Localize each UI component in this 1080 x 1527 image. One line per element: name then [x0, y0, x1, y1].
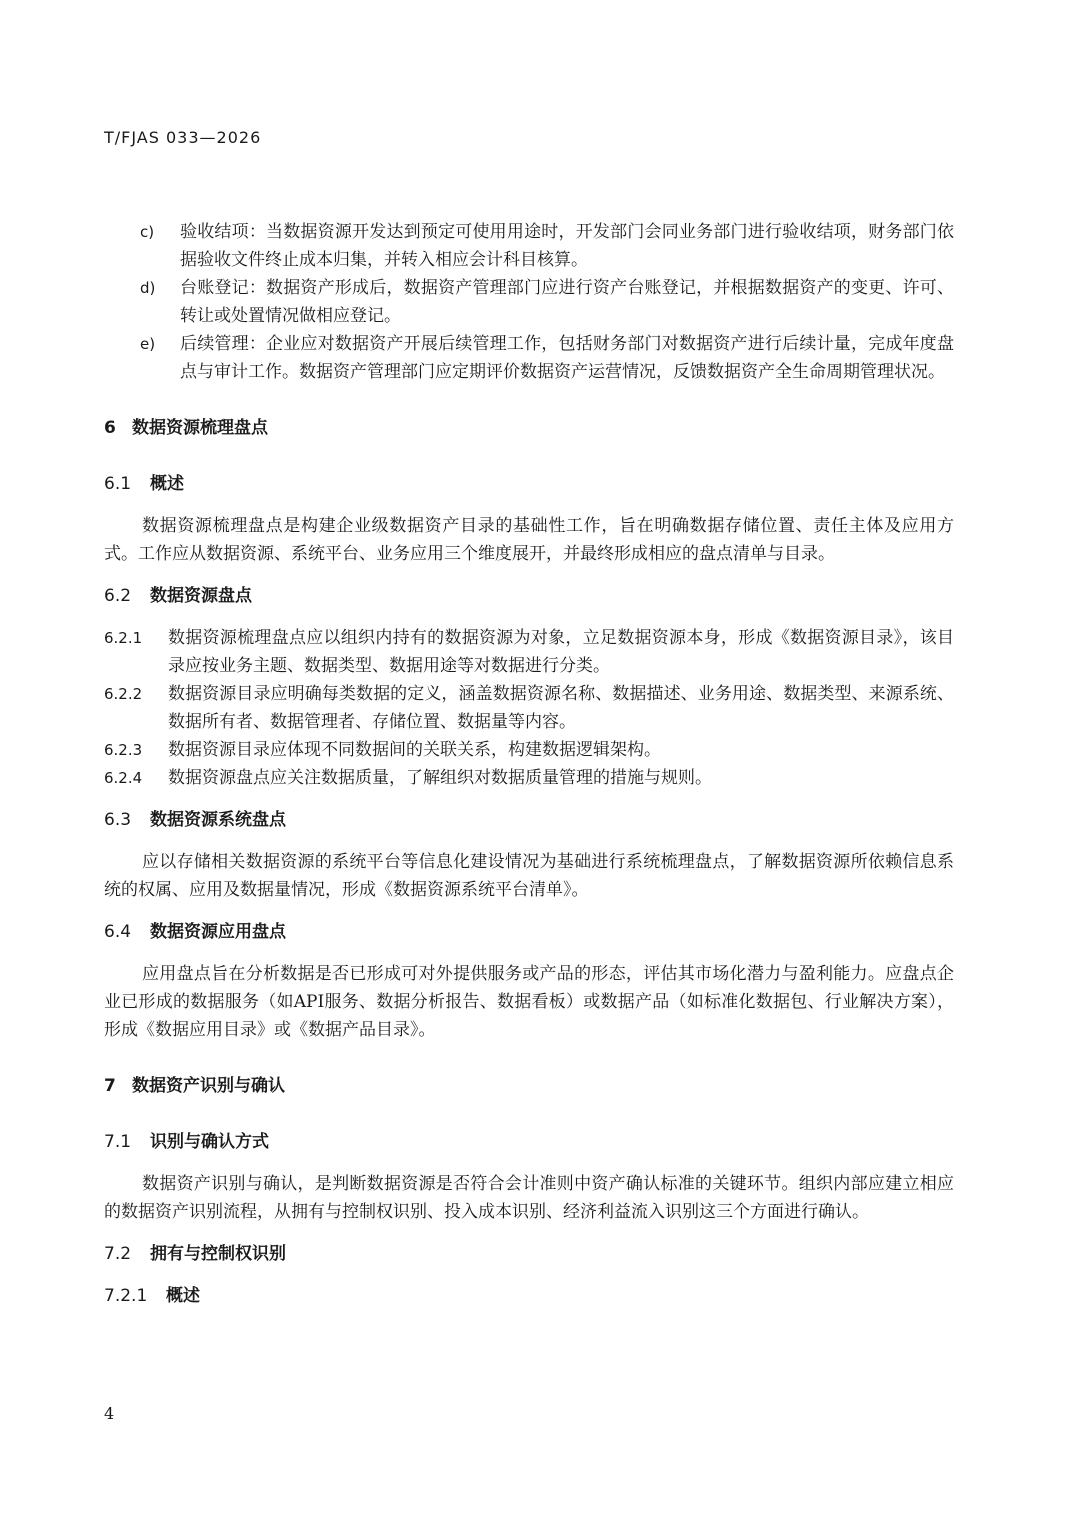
- list-marker: d): [140, 279, 156, 297]
- clause-number: 6.2.3: [104, 741, 143, 759]
- list-text: 台账登记：数据资产形成后，数据资产管理部门应进行资产台账登记，并根据数据资产的变更、许可、转让或处置情况做相应登记。: [180, 278, 954, 326]
- clause: [104, 680, 954, 736]
- section-title: 数据资产识别与确认: [132, 1076, 285, 1096]
- subsection-number: 7.2: [104, 1244, 132, 1264]
- subsection-number: 6.4: [104, 922, 132, 942]
- paragraph: 数据资源梳理盘点是构建企业级数据资产目录的基础性工作，旨在明确数据存储位置、责任主体及应用方式。工作应从数据资源、系统平台、业务应用三个维度展开，并最终形成相应的盘点清单与目录。: [104, 516, 954, 564]
- subsection-heading-7-1: [104, 1128, 954, 1156]
- subsection-number: 6.3: [104, 810, 132, 830]
- section-number: 7: [104, 1076, 116, 1096]
- clause: [104, 764, 954, 792]
- subsection-number: 7.2.1: [104, 1286, 148, 1306]
- clause: [104, 736, 954, 764]
- list-item: [104, 330, 954, 386]
- clause-number: 6.2.2: [104, 685, 143, 703]
- clause-number: 6.2.1: [104, 629, 143, 647]
- page-content: [104, 218, 954, 1310]
- page-number: 4: [104, 1404, 115, 1423]
- standard-code: T/FJAS 033—2026: [104, 128, 262, 147]
- subsection-title: 数据资源盘点: [150, 586, 252, 606]
- subsection-number: 6.2: [104, 586, 132, 606]
- subsection-heading-6-3: [104, 806, 954, 834]
- subsection-number: 7.1: [104, 1132, 132, 1152]
- subsection-heading-7-2: [104, 1240, 954, 1268]
- subsection-number: 6.1: [104, 474, 132, 494]
- subsection-title: 概述: [150, 474, 184, 494]
- clause-text: 数据资源梳理盘点应以组织内持有的数据资源为对象，立足数据资源本身，形成《数据资源目录》，该目录应按业务主题、数据类型、数据用途等对数据进行分类。: [168, 628, 954, 676]
- subsection-title: 拥有与控制权识别: [150, 1244, 286, 1264]
- list-item: [104, 218, 954, 274]
- list-marker: c): [140, 223, 155, 241]
- clause-number: 6.2.4: [104, 769, 143, 787]
- clause-text: 数据资源目录应明确每类数据的定义，涵盖数据资源名称、数据描述、业务用途、数据类型、来源系统、数据所有者、数据管理者、存储位置、数据量等内容。: [168, 684, 954, 732]
- paragraph: 数据资产识别与确认，是判断数据资源是否符合会计准则中资产确认标准的关键环节。组织内部应建立相应的数据资产识别流程，从拥有与控制权识别、投入成本识别、经济利益流入识别这三个方面进行确认。: [104, 1174, 954, 1222]
- list-text: 后续管理：企业应对数据资产开展后续管理工作，包括财务部门对数据资产进行后续计量，完成年度盘点与审计工作。数据资产管理部门应定期评价数据资产运营情况，反馈数据资产全生命周期管理状况。: [180, 334, 954, 382]
- subsection-heading-7-2-1: [104, 1282, 954, 1310]
- subsection-heading-6-2: [104, 582, 954, 610]
- list-item: [104, 274, 954, 330]
- clause-text: 数据资源目录应体现不同数据间的关联关系，构建数据逻辑架构。: [168, 740, 661, 760]
- subsection-title: 识别与确认方式: [150, 1132, 269, 1152]
- section-number: 6: [104, 418, 116, 438]
- section-heading-6: [104, 414, 954, 442]
- subsection-heading-6-1: [104, 470, 954, 498]
- clause: [104, 624, 954, 680]
- subsection-title: 概述: [166, 1286, 200, 1306]
- clause-text: 数据资源盘点应关注数据质量，了解组织对数据质量管理的措施与规则。: [168, 768, 712, 788]
- section-title: 数据资源梳理盘点: [132, 418, 268, 438]
- paragraph: 应用盘点旨在分析数据是否已形成可对外提供服务或产品的形态，评估其市场化潜力与盈利能力。应盘点企业已形成的数据服务（如API服务、数据分析报告、数据看板）或数据产品（如标准化数据包、行业解决方案），形成《数据应用目录》或《数据产品目录》。: [104, 964, 954, 1040]
- list-text: 验收结项：当数据资源开发达到预定可使用用途时，开发部门会同业务部门进行验收结项，财务部门依据验收文件终止成本归集，并转入相应会计科目核算。: [180, 222, 954, 270]
- subsection-title: 数据资源应用盘点: [150, 922, 286, 942]
- subsection-title: 数据资源系统盘点: [150, 810, 286, 830]
- subsection-heading-6-4: [104, 918, 954, 946]
- section-heading-7: [104, 1072, 954, 1100]
- list-marker: e): [140, 335, 156, 353]
- paragraph: 应以存储相关数据资源的系统平台等信息化建设情况为基础进行系统梳理盘点，了解数据资源所依赖信息系统的权属、应用及数据量情况，形成《数据资源系统平台清单》。: [104, 852, 954, 900]
